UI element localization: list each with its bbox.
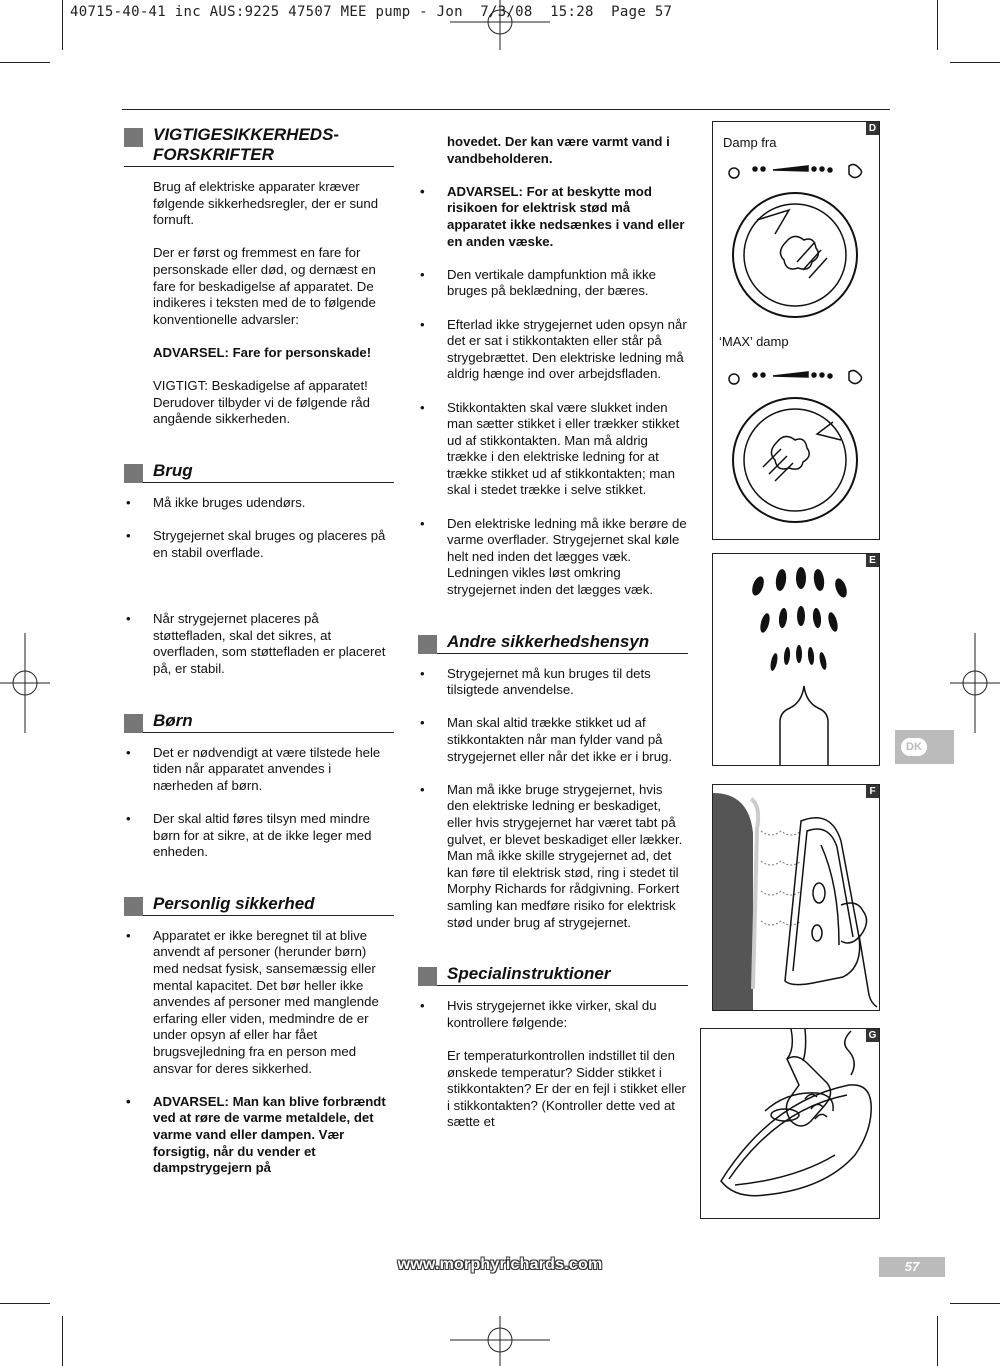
figure-f	[712, 784, 880, 1011]
footer-url: www.morphyrichards.com	[397, 1256, 603, 1273]
column-1	[124, 125, 394, 1193]
section-heading	[124, 711, 394, 733]
section-heading	[124, 894, 394, 916]
heading-brug: Brug	[153, 460, 193, 480]
heading-andre: Andre sikkerhedshensyn	[447, 631, 650, 651]
figure-d	[712, 121, 880, 540]
list-item: • ADVARSEL: Man kan blive forbrændt ved at røre de varme metaldele, det varme vand eller dampen. Vær forsigtig, når du vender et dampstrygejern på	[124, 1094, 394, 1177]
heading-personlig: Personlig sikkerhed	[153, 893, 315, 913]
heading-born: Børn	[153, 710, 193, 730]
warning-list	[418, 184, 688, 599]
heading-square	[124, 128, 143, 147]
heading-square	[124, 897, 143, 916]
heading-square	[418, 635, 437, 654]
ironing-hand-illustration	[701, 1029, 879, 1218]
list-item: • Man må ikke bruge strygejernet, hvis den elektriske ledning er beskadiget, eller hvis strygejernet har været tabt på gulvet, er blevet beskadiget eller lækker. Man må ikke skille strygejernet ad, det kan føre til elektrisk stød, ring i stedet til Morphy Richards for rådgivning. Forkert samling kan medføre risiko for elektrisk stød under brug af strygejernet.	[418, 782, 688, 931]
list-item: • Efterlad ikke strygejernet uden opsyn når det er sat i stikkontakten eller står på strygebrættet. Den elektriske ledning må aldrig hænge ind over arbejdsfladen.	[418, 317, 688, 383]
heading-safety: VIGTIGESIKKERHEDS- FORSKRIFTER	[153, 125, 340, 164]
section-heading	[418, 964, 688, 986]
steam-dial-illustration	[713, 122, 879, 539]
figure-label: Damp fra	[723, 135, 777, 150]
heading-special: Specialinstruktioner	[447, 964, 611, 984]
heading-square	[124, 714, 143, 733]
list-item: • Apparatet er ikke beregnet til at blive anvendt af personer (herunder børn) med nedsat fysisk, sansemæssig eller mental kapacitet. Det bør heller ikke anvendes af personer med manglende erfaring eller viden, medmindre de er under opsyn af eller har fået brugsvejledning fra en person med ansvar for deres sikkerhed.	[124, 928, 394, 1077]
figure-e	[712, 553, 880, 766]
list-item: • Når strygejernet placeres på støttefladen, skal det sikres, at overfladen, som støttefladen er placeret på, er stabil.	[124, 611, 394, 677]
warning-text: ADVARSEL: Fare for personskade!	[153, 344, 372, 360]
list-item: • Hvis strygejernet ikke virker, skal du kontrollere følgende:	[418, 998, 688, 1031]
list-item: • Må ikke bruges udendørs.	[124, 495, 394, 512]
born-list	[124, 745, 394, 861]
paragraph: Brug af elektriske apparater kræver følgende sikkerhedsregler, der er sund fornuft.	[153, 179, 379, 228]
section-heading	[124, 125, 394, 167]
figure-g	[700, 1028, 880, 1219]
paragraph: hovedet. Der kan være varmt vand i vandbeholderen.	[447, 134, 670, 166]
language-tab	[895, 730, 954, 764]
list-item: • Der skal altid føres tilsyn med mindre børn for at sikre, at de ikke leger med enheden.	[124, 811, 394, 861]
list-item: • Den vertikale dampfunktion må ikke bruges på beklædning, der bæres.	[418, 267, 688, 300]
brug-list	[124, 495, 394, 678]
andre-list	[418, 666, 688, 932]
figure-label: ‘MAX’ damp	[719, 334, 789, 349]
figure-tag: F	[866, 785, 879, 798]
paragraph: Er temperaturkontrollen indstillet til den ønskede temperatur? Sidder stikket i stikkontakten? Er der en fejl i stikket eller i stikkontakten? (Kontroller dette ved at sætte et	[447, 1047, 686, 1130]
list-item: • ADVARSEL: For at beskytte mod risikoen for elektrisk stød må apparatet ikke nedsænkes i vand eller en anden væske.	[418, 184, 688, 250]
figure-tag: G	[866, 1029, 879, 1042]
list-item: • Den elektriske ledning må ikke berøre de varme overflader. Strygejernet skal køle helt ned inden det lægges væk. Ledningen vikles løst omkring strygejernet inden det lægges væk.	[418, 516, 688, 599]
heading-square	[124, 464, 143, 483]
print-slug: 40715-40-41 inc AUS:9225 47507 MEE pump - Jon 7/3/08 15:28 Page 57	[70, 4, 673, 20]
steam-burst-illustration	[713, 554, 879, 765]
figure-tag: D	[866, 122, 879, 135]
list-item: • Man skal altid trække stikket ud af stikkontakten når man fylder vand på strygejernet eller når det ikke er i brug.	[418, 715, 688, 765]
page-number: 57	[879, 1257, 945, 1277]
list-item: • Strygejernet må kun bruges til dets tilsigtede anvendelse.	[418, 666, 688, 699]
heading-square	[418, 967, 437, 986]
top-rule	[122, 109, 890, 110]
section-heading	[124, 461, 394, 483]
list-item: • Det er nødvendigt at være tilstede hele tiden når apparatet anvendes i nærheden af børn.	[124, 745, 394, 795]
list-item: • Strygejernet skal bruges og placeres på en stabil overflade.	[124, 528, 394, 561]
paragraph: Der er først og fremmest en fare for personskade eller død, og dernæst en fare for beskadigelse af apparatet. De indikeres i teksten med de to følgende konventionelle advarsler:	[153, 245, 376, 327]
paragraph: VIGTIGT: Beskadigelse af apparatet! Derudover tilbyder vi de følgende råd angående sikkerheden.	[153, 378, 370, 427]
column-2	[418, 134, 688, 1147]
language-tab-label: DK	[901, 738, 927, 756]
personlig-list	[124, 928, 394, 1177]
figure-tag: E	[866, 554, 879, 567]
section-heading	[418, 632, 688, 654]
special-list	[418, 998, 688, 1031]
vertical-steam-illustration	[713, 785, 879, 1010]
list-item: • Stikkontakten skal være slukket inden man sætter stikket i eller trækker stikket ud af stikkontakten. Man må aldrig trække i den elektriske ledning for at trække stikket ud af stikkontakten; man skal i stedet trække i selve stikket.	[418, 400, 688, 500]
